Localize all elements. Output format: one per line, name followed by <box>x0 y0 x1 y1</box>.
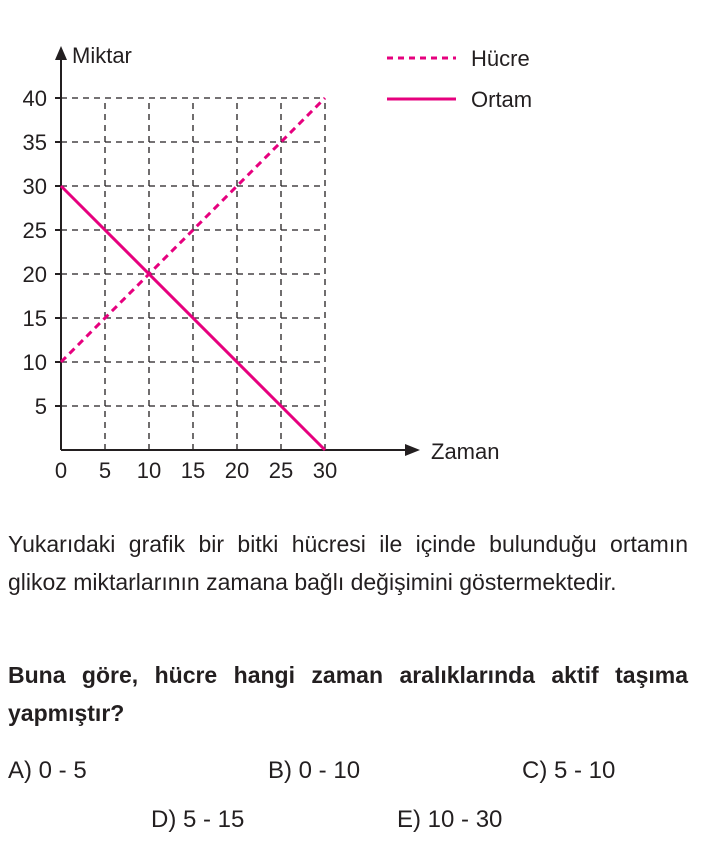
y-tick-label: 5 <box>34 394 47 419</box>
y-tick-label: 10 <box>22 350 47 375</box>
y-tick-label: 25 <box>22 218 47 243</box>
y-tick-label: 20 <box>22 262 47 287</box>
x-tick-label: 5 <box>98 458 112 483</box>
x-tick-label: 25 <box>268 458 294 483</box>
y-axis-arrow <box>55 46 67 60</box>
legend-label: Hücre <box>471 46 530 71</box>
x-tick-label: 15 <box>180 458 206 483</box>
description-paragraph: Yukarıdaki grafik bir bitki hücresi ile içinde bulunduğu ortamın glikoz miktarlarının zamana bağlı değişimini göstermektedir. <box>8 531 688 595</box>
legend-label: Ortam <box>471 87 533 112</box>
choice-d[interactable]: D) 5 - 15 <box>151 806 245 833</box>
tick-labels <box>23 86 338 483</box>
y-axis-label: Miktar <box>72 43 132 68</box>
legend <box>387 46 532 112</box>
x-tick-label: 0 <box>54 458 68 483</box>
x-axis-label: Zaman <box>431 439 500 464</box>
question-text: Buna göre, hücre hangi zaman aralıklarında aktif taşıma yapmıştır? <box>8 662 688 726</box>
choice-e[interactable]: E) 10 - 30 <box>397 806 503 833</box>
choice-a[interactable]: A) 0 - 5 <box>8 757 87 784</box>
y-tick-label: 15 <box>22 306 47 331</box>
choice-c[interactable]: C) 5 - 10 <box>522 757 616 784</box>
y-tick-label: 30 <box>22 174 47 199</box>
y-tick-label: 40 <box>22 86 47 111</box>
x-tick-label: 20 <box>224 458 250 483</box>
x-tick-label: 10 <box>136 458 162 483</box>
x-axis-arrow <box>405 444 420 456</box>
choice-b[interactable]: B) 0 - 10 <box>268 757 361 784</box>
y-tick-label: 35 <box>22 130 47 155</box>
grid-lines <box>61 98 325 450</box>
x-tick-label: 30 <box>312 458 338 483</box>
